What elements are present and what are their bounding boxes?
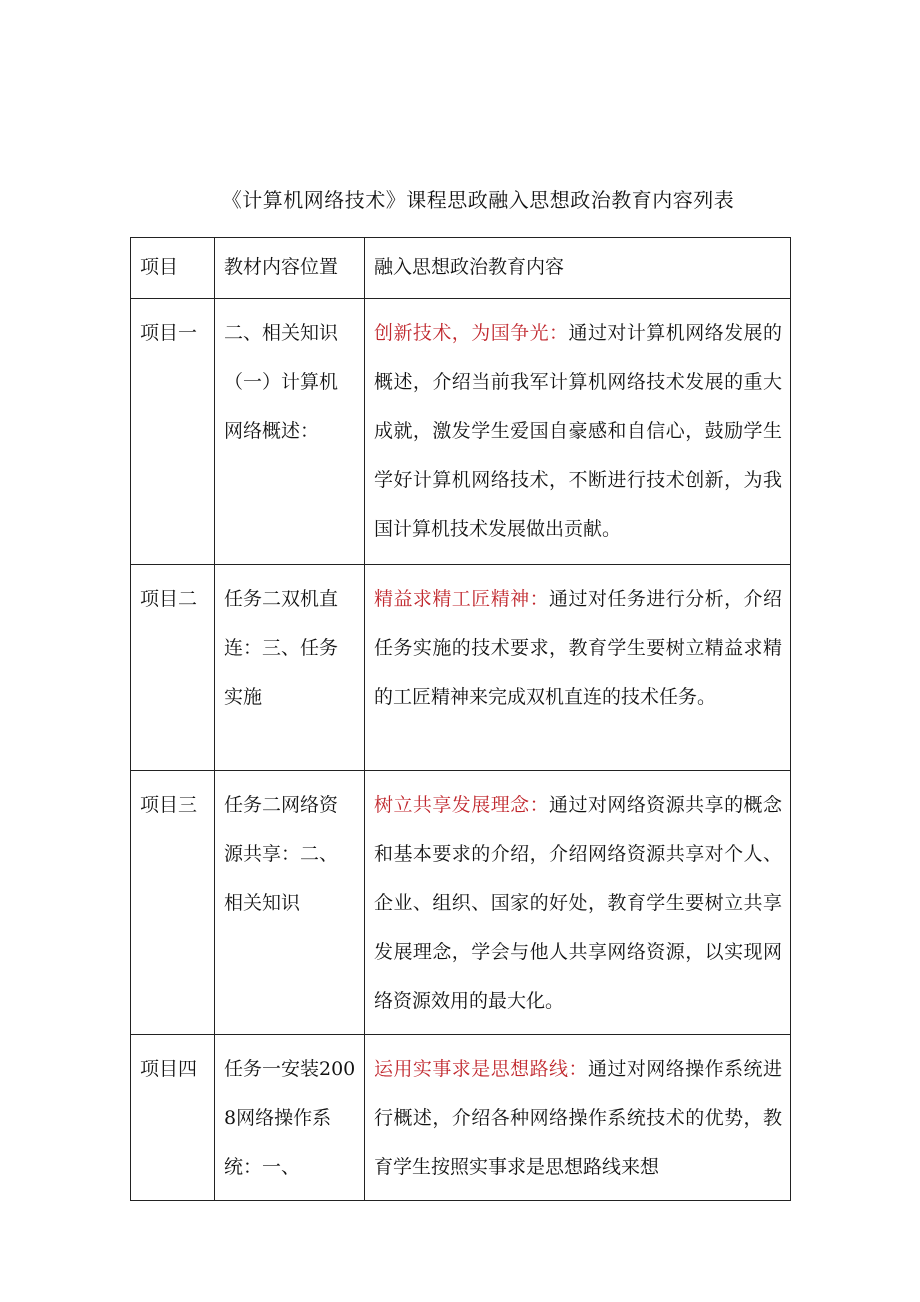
header-location: 教材内容位置 (215, 238, 365, 299)
row-content: 通过对任务进行分析，介绍任务实施的技术要求，教育学生要树立精益求精的工匠精神来完成双机直连的技术任务。 (374, 588, 782, 708)
row-location: 任务一安装2008网络操作系统：一、 (215, 1035, 365, 1201)
row-content: 通过对网络操作系统进行概述，介绍各种网络操作系统技术的优势，教育学生按照实事求是思想路线来想 (374, 1058, 782, 1178)
row-content-cell (365, 1035, 791, 1201)
table-header-row (131, 238, 791, 299)
row-theme: 树立共享发展理念： (374, 794, 550, 816)
header-project: 项目 (131, 238, 215, 299)
row-project: 项目三 (131, 771, 215, 1035)
row-theme: 精益求精工匠精神： (374, 588, 550, 610)
content-table (130, 237, 791, 1201)
table-row (131, 299, 791, 565)
row-theme: 运用实事求是思想路线： (374, 1058, 588, 1080)
table-row (131, 565, 791, 771)
document-title: 《计算机网络技术》课程思政融入思想政治教育内容列表 (221, 188, 735, 212)
row-location: 任务二网络资源共享：二、相关知识 (215, 771, 365, 1035)
table-row (131, 1035, 791, 1201)
row-project: 项目二 (131, 565, 215, 771)
row-content-cell (365, 565, 791, 771)
row-project: 项目四 (131, 1035, 215, 1201)
row-content-cell (365, 299, 791, 565)
row-content: 通过对网络资源共享的概念和基本要求的介绍，介绍网络资源共享对个人、企业、组织、国家的好处，教育学生要树立共享发展理念，学会与他人共享网络资源，以实现网络资源效用的最大化。 (374, 794, 782, 1012)
table-row (131, 771, 791, 1035)
row-location: 二、相关知识（一）计算机网络概述： (215, 299, 365, 565)
row-location: 任务二双机直连：三、任务实施 (215, 565, 365, 771)
row-content: 通过对计算机网络发展的概述，介绍当前我军计算机网络技术发展的重大成就，激发学生爱国自豪感和自信心，鼓励学生学好计算机网络技术，不断进行技术创新，为我国计算机技术发展做出贡献。 (374, 322, 782, 540)
header-content: 融入思想政治教育内容 (365, 238, 791, 299)
row-content-cell (365, 771, 791, 1035)
row-theme: 创新技术，为国争光： (374, 322, 569, 344)
row-project: 项目一 (131, 299, 215, 565)
